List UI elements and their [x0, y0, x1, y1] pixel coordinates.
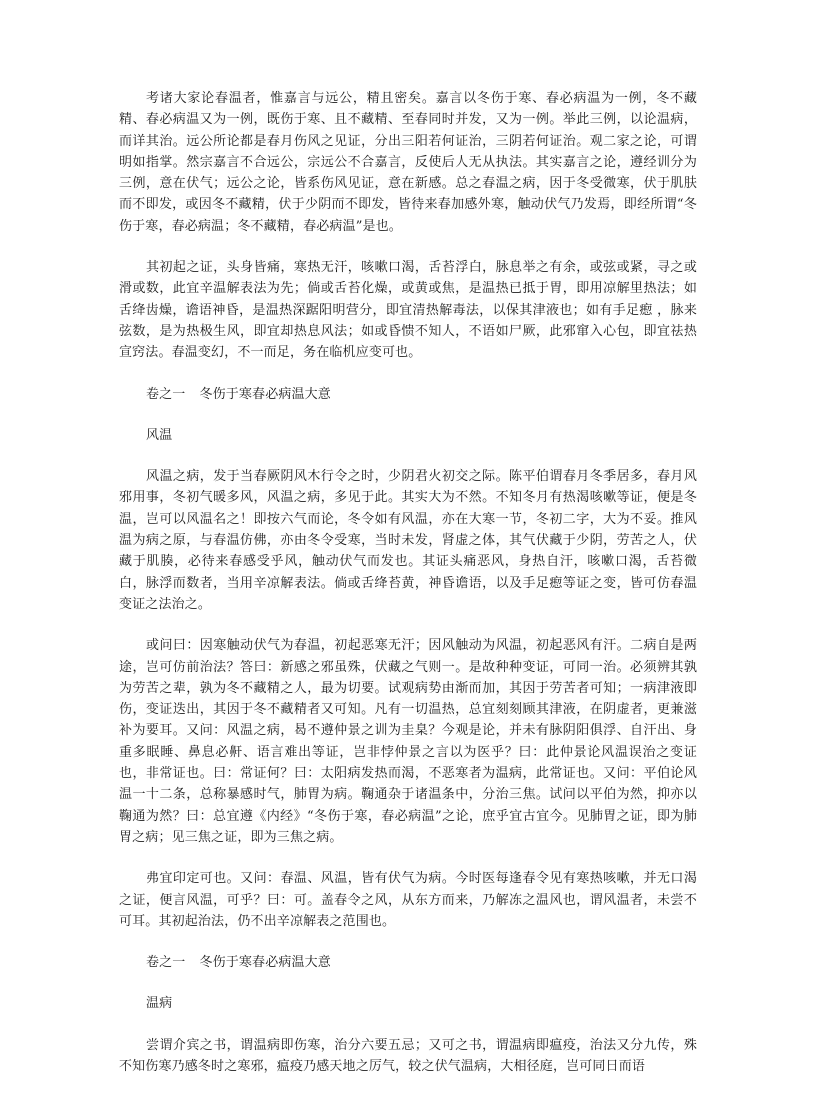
section-title: 冬伤于寒春必病温大意 — [199, 955, 331, 971]
paragraph-spring-warmth-overview: 考诸大家论春温者，惟嘉言与远公，精且密矣。嘉言以冬伤于寒、春必病温为一例，冬不藏精、春必病温又为一例，既伤于寒、且不藏精、至春同时并发，又为一例。举此三例，以论温病，而详其治。远公所论都是春月伤风之见证，分出三阳若何证治，三阴若何证治。观二家之论，可谓明如指掌。然宗嘉言不合远公，宗远公不合嘉言，反使后人无从执法。其实嘉言之论，遵经训分为三例，意在伏气；远公之论，皆系伤风见证，意在新感。总之春温之病，因于冬受微寒，伏于肌肤而不即发，或因冬不藏精，伏于少阴而不即发，皆待来春加感外寒，触动伏气乃发焉，即经所谓“冬伤于寒，春必病温；冬不藏精，春必病温”是也。 — [119, 91, 697, 234]
paragraph-initial-symptoms: 其初起之证，头身皆痛，寒热无汗，咳嗽口渴，舌苔浮白，脉息举之有余，或弦或紧，寻之或滑或数，此宜辛温解表法为先；倘或舌苔化燥，或黄或焦，是温热已抵于胃，即用凉解里热法；如舌绛齿燥，谵语神昏，是温热深踞阳明营分，即宜清热解毒法，以保其津液也；如有手足瘛 ，脉来弦数，是为热极生风，即宜却热息风法；如或昏愦不知人，不语如尸厥，此邪窜入心包，即宜祛热宣窍法。春温变幻，不一而足，务在临机应变可也。 — [119, 260, 697, 361]
subheading-feng-wen: 风温 — [146, 427, 173, 443]
paragraph-qa-continued: 弗宜印定可也。又问：春温、风温，皆有伏气为病。今时医每逢春令见有寒热咳嗽，并无口渴之证，便言风温，可乎？曰：可。盖春令之风，从东方而来，乃解冻之温风也，谓风温者，未尝不可耳。其初起治法，仍不出辛凉解表之范围也。 — [119, 871, 697, 929]
document-page — [119, 88, 697, 1097]
volume-label: 卷之一 — [146, 955, 186, 971]
section-title: 冬伤于寒春必病温大意 — [199, 386, 331, 402]
paragraph-qa: 或问曰：因寒触动伏气为春温，初起恶寒无汗；因风触动为风温，初起恶风有汗。二病自是两途，岂可仿前治法？答曰：新感之邪虽殊，伏藏之气则一。是故种种变证，可同一治。必须辨其孰为劳苦之辈，孰为冬不藏精之人，最为切要。试观病势由渐而加，其因于劳苦者可知；一病津液即伤，变证迭出，其因于冬不藏精者又可知。凡有一切温热，总宜刻刻顾其津液，在阴虚者，更兼滋补为要耳。又问：风温之病，曷不遵仲景之训为圭臬？今观是论，并未有脉阴阳俱浮、自汗出、身重多眠睡、鼻息必鼾、语言难出等证，岂非悖仲景之言以为医乎？曰：此仲景论风温误治之变证也，非常证也。曰：常证何？曰：太阳病发热而渴，不恶寒者为温病，此常证也。又问：平伯论风温一十二条，总称暴感时气，肺胃为病。鞠通杂于诸温条中，分治三焦。试问以平伯为然，抑亦以鞠通为然？曰：总宜遵《内经》“冬伤于寒，春必病温”之论，庶乎宜古宜今。见肺胃之证，即为肺胃之病；见三焦之证，即为三焦之病。 — [119, 638, 697, 845]
subheading-wen-bing: 温病 — [146, 996, 173, 1012]
volume-label: 卷之一 — [146, 386, 186, 402]
paragraph-feng-wen: 风温之病，发于当春厥阴风木行令之时，少阴君火初交之际。陈平伯谓春月冬季居多，春月风邪用事，冬初气暖多风，风温之病，多见于此。其实大为不然。不知冬月有热渴咳嗽等证，便是冬温，岂可以风温名之！即按六气而论，冬令如有风温，亦在大寒一节，冬初二字，大为不妥。推风温为病之原，与春温仿佛，亦由冬令受寒，当时未发，肾虚之体，其气伏藏于少阴，劳苦之人，伏藏于肌腠，必待来春感受乎风，触动伏气而发也。其证头痛恶风，身热自汗，咳嗽口渴，舌苔微白，脉浮而数者，当用辛凉解表法。倘或舌绛苔黄，神昏谵语，以及手足瘛等证之变，皆可仿春温变证之法治之。 — [119, 469, 697, 612]
section-heading — [119, 384, 697, 405]
section-heading — [119, 952, 697, 973]
paragraph-wen-bing: 尝谓介宾之书，谓温病即伤寒，治分六要五忌；又可之书，谓温病即瘟疫，治法又分九传，殊不知伤寒乃感冬时之寒邪，瘟疫乃感天地之厉气，较之伏气温病，大相径庭，岂可同日而语 — [119, 1037, 697, 1074]
